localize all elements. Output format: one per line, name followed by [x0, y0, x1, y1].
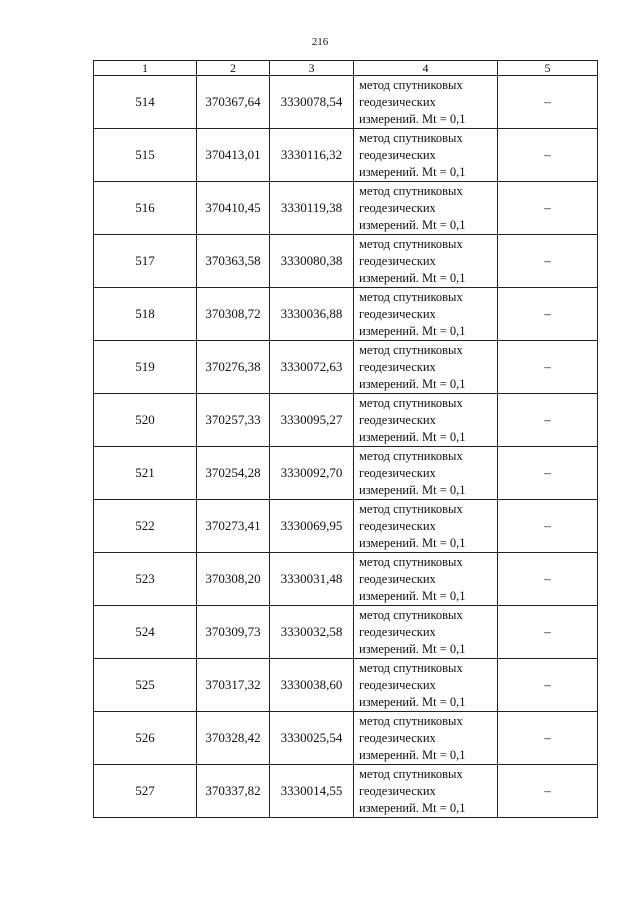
y-coordinate-cell: 3330069,95: [270, 500, 354, 553]
point-number-cell: 523: [94, 553, 197, 606]
column-header-1: 1: [94, 61, 197, 76]
x-coordinate-cell: 370367,64: [197, 76, 270, 129]
method-line-3: измерений. Mt = 0,1: [359, 641, 466, 656]
method-line-2: геодезических: [359, 677, 436, 692]
note-cell: –: [498, 235, 598, 288]
y-coordinate-cell: 3330095,27: [270, 394, 354, 447]
method-line-3: измерений. Mt = 0,1: [359, 588, 466, 603]
y-coordinate-cell: 3330116,32: [270, 129, 354, 182]
y-coordinate-cell: 3330072,63: [270, 341, 354, 394]
x-coordinate-cell: 370273,41: [197, 500, 270, 553]
method-cell: [354, 712, 498, 765]
table-header: [94, 61, 598, 76]
method-line-1: метод спутниковых: [359, 766, 463, 781]
method-line-1: метод спутниковых: [359, 554, 463, 569]
method-line-3: измерений. Mt = 0,1: [359, 323, 466, 338]
y-coordinate-cell: 3330025,54: [270, 712, 354, 765]
x-coordinate-cell: 370363,58: [197, 235, 270, 288]
method-cell: [354, 765, 498, 818]
method-cell: [354, 129, 498, 182]
method-line-2: геодезических: [359, 253, 436, 268]
method-cell: [354, 288, 498, 341]
table-row: [94, 341, 598, 394]
method-line-2: геодезических: [359, 518, 436, 533]
method-cell: [354, 341, 498, 394]
table-row: [94, 553, 598, 606]
method-line-1: метод спутниковых: [359, 713, 463, 728]
table-row: [94, 182, 598, 235]
table-row: [94, 500, 598, 553]
table-row: [94, 235, 598, 288]
method-line-1: метод спутниковых: [359, 448, 463, 463]
column-header-2: 2: [197, 61, 270, 76]
method-line-2: геодезических: [359, 624, 436, 639]
note-cell: –: [498, 288, 598, 341]
method-cell: [354, 235, 498, 288]
x-coordinate-cell: 370308,20: [197, 553, 270, 606]
method-cell: [354, 606, 498, 659]
x-coordinate-cell: 370337,82: [197, 765, 270, 818]
method-line-1: метод спутниковых: [359, 236, 463, 251]
point-number-cell: 519: [94, 341, 197, 394]
method-line-3: измерений. Mt = 0,1: [359, 164, 466, 179]
note-cell: –: [498, 341, 598, 394]
note-cell: –: [498, 606, 598, 659]
page-number: 216: [311, 36, 329, 48]
x-coordinate-cell: 370276,38: [197, 341, 270, 394]
y-coordinate-cell: 3330032,58: [270, 606, 354, 659]
method-line-1: метод спутниковых: [359, 501, 463, 516]
method-cell: [354, 500, 498, 553]
method-line-2: геодезических: [359, 730, 436, 745]
y-coordinate-cell: 3330119,38: [270, 182, 354, 235]
y-coordinate-cell: 3330038,60: [270, 659, 354, 712]
method-line-3: измерений. Mt = 0,1: [359, 482, 466, 497]
table-row: [94, 129, 598, 182]
y-coordinate-cell: 3330014,55: [270, 765, 354, 818]
note-cell: –: [498, 500, 598, 553]
method-line-3: измерений. Mt = 0,1: [359, 111, 466, 126]
y-coordinate-cell: 3330080,38: [270, 235, 354, 288]
method-line-2: геодезических: [359, 359, 436, 374]
note-cell: –: [498, 712, 598, 765]
method-line-2: геодезических: [359, 571, 436, 586]
note-cell: –: [498, 182, 598, 235]
method-cell: [354, 447, 498, 500]
table-row: [94, 765, 598, 818]
method-line-3: измерений. Mt = 0,1: [359, 376, 466, 391]
method-line-1: метод спутниковых: [359, 342, 463, 357]
table-row: [94, 606, 598, 659]
note-cell: –: [498, 129, 598, 182]
table-row: [94, 76, 598, 129]
y-coordinate-cell: 3330092,70: [270, 447, 354, 500]
method-line-2: геодезических: [359, 200, 436, 215]
method-cell: [354, 76, 498, 129]
table-row: [94, 394, 598, 447]
method-line-1: метод спутниковых: [359, 289, 463, 304]
note-cell: –: [498, 447, 598, 500]
method-cell: [354, 553, 498, 606]
method-line-1: метод спутниковых: [359, 130, 463, 145]
method-line-3: измерений. Mt = 0,1: [359, 217, 466, 232]
point-number-cell: 518: [94, 288, 197, 341]
y-coordinate-cell: 3330036,88: [270, 288, 354, 341]
method-line-2: геодезических: [359, 783, 436, 798]
x-coordinate-cell: 370309,73: [197, 606, 270, 659]
point-number-cell: 526: [94, 712, 197, 765]
method-line-2: геодезических: [359, 147, 436, 162]
x-coordinate-cell: 370317,32: [197, 659, 270, 712]
point-number-cell: 520: [94, 394, 197, 447]
method-line-2: геодезических: [359, 94, 436, 109]
method-line-1: метод спутниковых: [359, 77, 463, 92]
column-header-3: 3: [270, 61, 354, 76]
table-body: [94, 76, 598, 818]
y-coordinate-cell: 3330031,48: [270, 553, 354, 606]
point-number-cell: 527: [94, 765, 197, 818]
note-cell: –: [498, 553, 598, 606]
table-row: [94, 712, 598, 765]
note-cell: –: [498, 76, 598, 129]
point-number-cell: 514: [94, 76, 197, 129]
x-coordinate-cell: 370308,72: [197, 288, 270, 341]
method-line-2: геодезических: [359, 465, 436, 480]
method-line-3: измерений. Mt = 0,1: [359, 800, 466, 815]
method-cell: [354, 182, 498, 235]
coordinates-table: [93, 60, 598, 818]
column-header-5: 5: [498, 61, 598, 76]
method-line-2: геодезических: [359, 306, 436, 321]
y-coordinate-cell: 3330078,54: [270, 76, 354, 129]
method-line-1: метод спутниковых: [359, 395, 463, 410]
x-coordinate-cell: 370413,01: [197, 129, 270, 182]
point-number-cell: 516: [94, 182, 197, 235]
point-number-cell: 517: [94, 235, 197, 288]
x-coordinate-cell: 370328,42: [197, 712, 270, 765]
note-cell: –: [498, 765, 598, 818]
point-number-cell: 525: [94, 659, 197, 712]
method-line-3: измерений. Mt = 0,1: [359, 747, 466, 762]
method-line-3: измерений. Mt = 0,1: [359, 694, 466, 709]
method-line-3: измерений. Mt = 0,1: [359, 270, 466, 285]
method-line-1: метод спутниковых: [359, 660, 463, 675]
point-number-cell: 522: [94, 500, 197, 553]
method-cell: [354, 394, 498, 447]
method-line-1: метод спутниковых: [359, 183, 463, 198]
method-line-1: метод спутниковых: [359, 607, 463, 622]
table-row: [94, 447, 598, 500]
column-header-4: 4: [354, 61, 498, 76]
header-row: [94, 61, 598, 76]
x-coordinate-cell: 370254,28: [197, 447, 270, 500]
point-number-cell: 524: [94, 606, 197, 659]
method-line-3: измерений. Mt = 0,1: [359, 429, 466, 444]
point-number-cell: 521: [94, 447, 197, 500]
method-line-3: измерений. Mt = 0,1: [359, 535, 466, 550]
x-coordinate-cell: 370410,45: [197, 182, 270, 235]
note-cell: –: [498, 394, 598, 447]
table-row: [94, 659, 598, 712]
point-number-cell: 515: [94, 129, 197, 182]
table-row: [94, 288, 598, 341]
method-line-2: геодезических: [359, 412, 436, 427]
method-cell: [354, 659, 498, 712]
x-coordinate-cell: 370257,33: [197, 394, 270, 447]
note-cell: –: [498, 659, 598, 712]
